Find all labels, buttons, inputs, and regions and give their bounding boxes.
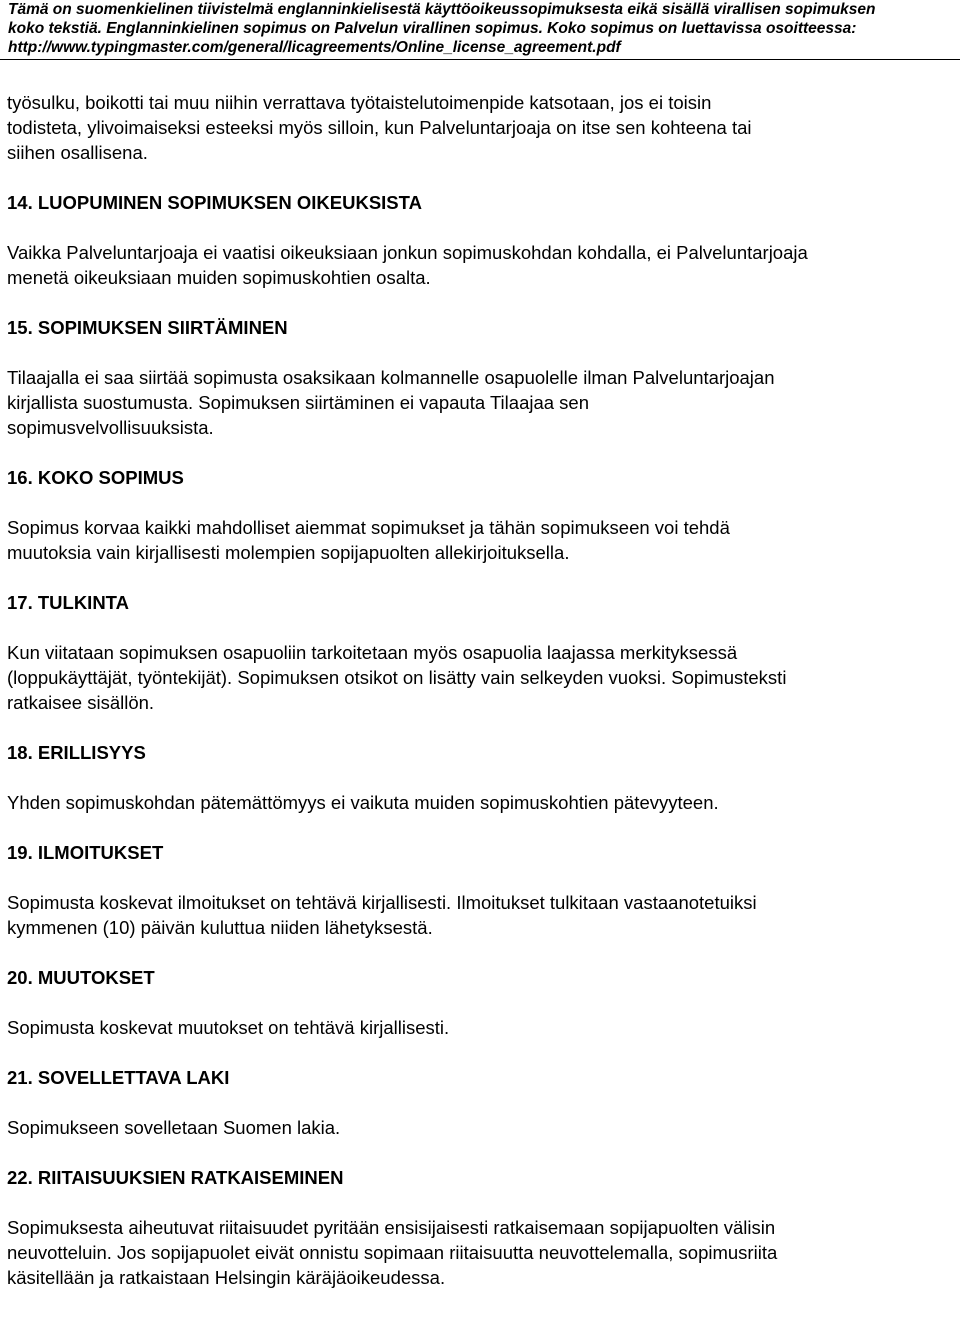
section-number: 14. bbox=[7, 192, 33, 213]
paragraph-line: käsitellään ja ratkaistaan Helsingin käräjäoikeudessa. bbox=[7, 1267, 446, 1288]
spacer bbox=[7, 1190, 955, 1215]
paragraph-line: siihen osallisena. bbox=[7, 142, 148, 163]
paragraph-line: työsulku, boikotti tai muu niihin verrattava työtaistelutoimenpide katsotaan, jos ei toisin bbox=[7, 92, 712, 113]
paragraph-line: Kun viitataan sopimuksen osapuoliin tarkoitetaan myös osapuolia laajassa merkityksessä bbox=[7, 642, 738, 663]
paragraph-line: kirjallista suostumusta. Sopimuksen siirtäminen ei vapauta Tilaajaa sen bbox=[7, 392, 590, 413]
paragraph-line: ratkaisee sisällön. bbox=[7, 692, 155, 713]
section-paragraph bbox=[7, 790, 955, 815]
section-title: SOVELLETTAVA LAKI bbox=[37, 1067, 230, 1088]
spacer bbox=[7, 565, 955, 590]
paragraph-line: sopimusvelvollisuuksista. bbox=[7, 417, 214, 438]
section-title: TULKINTA bbox=[37, 592, 129, 613]
spacer bbox=[7, 765, 955, 790]
section-18 bbox=[7, 740, 955, 815]
section-heading bbox=[7, 1165, 955, 1190]
section-22 bbox=[7, 1165, 955, 1290]
section-heading bbox=[7, 315, 955, 340]
section-paragraph bbox=[7, 640, 955, 715]
paragraph-line: neuvotteluin. Jos sopijapuolet eivät onnistu sopimaan riitaisuutta neuvottelemalla, sopimusriita bbox=[7, 1242, 778, 1263]
section-heading bbox=[7, 465, 955, 490]
paragraph-line: Sopimus korvaa kaikki mahdolliset aiemmat sopimukset ja tähän sopimukseen voi tehdä bbox=[7, 517, 730, 538]
section-title: SOPIMUKSEN SIIRTÄMINEN bbox=[37, 317, 288, 338]
paragraph-line: Sopimuksesta aiheutuvat riitaisuudet pyritään ensisijaisesti ratkaisemaan sopijapuolten välisin bbox=[7, 1217, 776, 1238]
paragraph-line: Tilaajalla ei saa siirtää sopimusta osaksikaan kolmannelle osapuolelle ilman Palveluntarjoajan bbox=[7, 367, 775, 388]
paragraph-line: Sopimusta koskevat ilmoitukset on tehtävä kirjallisesti. Ilmoitukset tulkitaan vastaanotetuiksi bbox=[7, 892, 757, 913]
section-paragraph bbox=[7, 365, 955, 440]
spacer bbox=[7, 215, 955, 240]
spacer bbox=[7, 615, 955, 640]
spacer bbox=[7, 715, 955, 740]
spacer bbox=[7, 440, 955, 465]
spacer bbox=[7, 940, 955, 965]
section-number: 21. bbox=[7, 1067, 33, 1088]
spacer bbox=[7, 290, 955, 315]
header-divider bbox=[0, 59, 960, 60]
section-heading bbox=[7, 190, 955, 215]
section-number: 15. bbox=[7, 317, 33, 338]
section-heading bbox=[7, 590, 955, 615]
intro-paragraph bbox=[7, 90, 955, 165]
spacer bbox=[7, 815, 955, 840]
section-16 bbox=[7, 465, 955, 565]
section-title: MUUTOKSET bbox=[37, 967, 155, 988]
section-14 bbox=[7, 190, 955, 290]
section-paragraph bbox=[7, 1115, 955, 1140]
section-number: 22. bbox=[7, 1167, 33, 1188]
document-body bbox=[7, 90, 955, 1290]
paragraph-line: kymmenen (10) päivän kuluttua niiden lähetyksestä. bbox=[7, 917, 433, 938]
paragraph-line: menetä oikeuksiaan muiden sopimuskohtien osalta. bbox=[7, 267, 431, 288]
section-title: RIITAISUUKSIEN RATKAISEMINEN bbox=[37, 1167, 344, 1188]
header-line-3-url: http://www.typingmaster.com/general/licagreements/Online_license_agreement.pdf bbox=[8, 39, 621, 56]
section-number: 16. bbox=[7, 467, 33, 488]
section-heading bbox=[7, 965, 955, 990]
section-paragraph bbox=[7, 515, 955, 565]
paragraph-line: Vaikka Palveluntarjoaja ei vaatisi oikeuksiaan jonkun sopimuskohdan kohdalla, ei Palveluntarjoaja bbox=[7, 242, 808, 263]
section-heading bbox=[7, 840, 955, 865]
section-19 bbox=[7, 840, 955, 940]
paragraph-line: (loppukäyttäjät, työntekijät). Sopimuksen otsikot on lisätty vain selkeyden vuoksi. Sopimusteksti bbox=[7, 667, 787, 688]
paragraph-line: todisteta, ylivoimaiseksi esteeksi myös silloin, kun Palveluntarjoaja on itse sen kohteena tai bbox=[7, 117, 752, 138]
section-paragraph bbox=[7, 240, 955, 290]
spacer bbox=[7, 340, 955, 365]
spacer bbox=[7, 490, 955, 515]
section-paragraph bbox=[7, 1215, 955, 1290]
paragraph-line: Sopimusta koskevat muutokset on tehtävä kirjallisesti. bbox=[7, 1017, 450, 1038]
spacer bbox=[7, 165, 955, 190]
section-17 bbox=[7, 590, 955, 715]
section-title: LUOPUMINEN SOPIMUKSEN OIKEUKSISTA bbox=[37, 192, 422, 213]
page-header bbox=[8, 0, 958, 57]
section-21 bbox=[7, 1065, 955, 1140]
section-number: 18. bbox=[7, 742, 33, 763]
spacer bbox=[7, 1140, 955, 1165]
section-paragraph bbox=[7, 1015, 955, 1040]
spacer bbox=[7, 1090, 955, 1115]
section-heading bbox=[7, 1065, 955, 1090]
section-15 bbox=[7, 315, 955, 440]
header-line-2: koko tekstiä. Englanninkielinen sopimus on Palvelun virallinen sopimus. Koko sopimus on luettavissa osoitteessa: bbox=[8, 20, 857, 37]
section-title: KOKO SOPIMUS bbox=[37, 467, 184, 488]
section-number: 19. bbox=[7, 842, 33, 863]
section-20 bbox=[7, 965, 955, 1040]
section-number: 20. bbox=[7, 967, 33, 988]
section-paragraph bbox=[7, 890, 955, 940]
spacer bbox=[7, 865, 955, 890]
paragraph-line: Sopimukseen sovelletaan Suomen lakia. bbox=[7, 1117, 341, 1138]
section-title: ERILLISYYS bbox=[37, 742, 146, 763]
section-title: ILMOITUKSET bbox=[37, 842, 164, 863]
section-heading bbox=[7, 740, 955, 765]
spacer bbox=[7, 990, 955, 1015]
section-number: 17. bbox=[7, 592, 33, 613]
paragraph-line: Yhden sopimuskohdan pätemättömyys ei vaikuta muiden sopimuskohtien pätevyyteen. bbox=[7, 792, 719, 813]
header-line-1: Tämä on suomenkielinen tiivistelmä englanninkielisestä käyttöoikeussopimuksesta eikä sisällä virallisen sopimuksen bbox=[8, 1, 876, 18]
paragraph-line: muutoksia vain kirjallisesti molempien sopijapuolten allekirjoituksella. bbox=[7, 542, 570, 563]
spacer bbox=[7, 1040, 955, 1065]
